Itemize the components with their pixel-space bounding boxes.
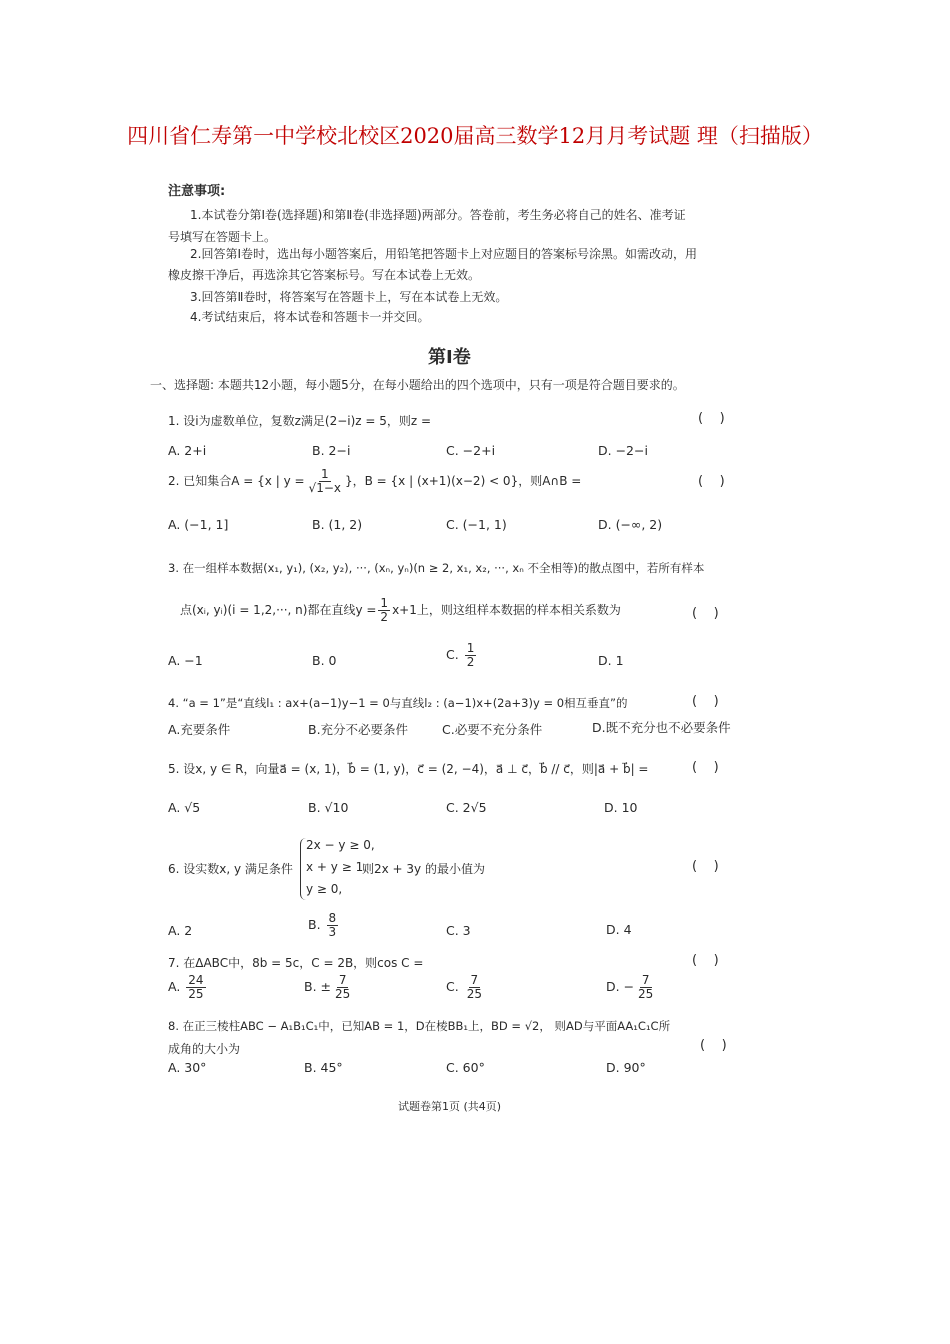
q5-answer-paren: ( )	[692, 760, 719, 775]
q2-option-b: B. (1, 2)	[312, 517, 363, 532]
q6-option-a: A. 2	[168, 923, 193, 938]
q8-option-b: B. 45°	[304, 1060, 343, 1075]
q6-condition-1: 2x − y ≥ 0,	[306, 838, 375, 852]
q7-option-c-fraction	[465, 974, 484, 1001]
q6-option-b-label: B.	[308, 917, 321, 932]
q3-option-c-numerator: 1	[466, 641, 475, 655]
q3-option-d: D. 1	[598, 653, 624, 668]
q7-option-d	[606, 974, 657, 1001]
section-title: 第Ⅰ卷	[428, 347, 471, 368]
q4-answer-paren: ( )	[692, 694, 719, 709]
q7-option-a-numerator: 24	[188, 973, 204, 987]
q7-option-d-label: D. −	[606, 979, 635, 994]
q5-stem: 5. 设x, y ∈ R，向量a⃗ = (x, 1)，b⃗ = (1, y)，c⃗ = (2, −4)，a⃗ ⊥ c⃗，b⃗ // c⃗，则|a⃗ + b⃗| =	[168, 762, 649, 776]
q6-stem-b: 则2x + 3y 的最小值为	[362, 862, 485, 876]
q5-option-c: C. 2√5	[446, 800, 487, 815]
q4-option-c: C.必要不充分条件	[442, 722, 543, 737]
q1-option-a: A. 2+i	[168, 443, 207, 458]
q7-option-d-numerator: 7	[641, 973, 650, 987]
q7-option-c-denominator: 25	[466, 987, 482, 1001]
notice-heading: 注意事项:	[168, 184, 226, 199]
q3-option-c-fraction	[465, 642, 477, 669]
notice-line-4: 橡皮擦干净后，再选涂其它答案标号。写在本试卷上无效。	[168, 268, 481, 282]
q7-answer-paren: ( )	[692, 953, 719, 968]
q3-stem-line-1: 3. 在一组样本数据(x₁, y₁), (x₂, y₂), ···, (xₙ, yₙ)(n ≥ 2, x₁, x₂, ···, xₙ 不全相等)的散点图中，若所有样本	[168, 561, 705, 575]
q7-option-a	[168, 974, 208, 1001]
q3-fraction	[378, 597, 390, 624]
q8-option-d: D. 90°	[606, 1060, 646, 1075]
q7-option-a-fraction	[186, 974, 205, 1001]
q8-stem-line-2: 成角的大小为	[168, 1042, 241, 1056]
q7-option-b-label: B. ±	[304, 979, 331, 994]
q7-option-c-label: C.	[446, 979, 459, 994]
q7-option-d-denominator: 25	[638, 987, 654, 1001]
q1-option-c: C. −2+i	[446, 443, 496, 458]
notice-line-2: 号填写在答题卡上。	[168, 230, 277, 244]
q3-stem-line-2	[180, 597, 621, 624]
notice-line-6: 4.考试结束后，将本试卷和答题卡一并交回。	[190, 310, 430, 324]
q1-option-d: D. −2−i	[598, 443, 648, 458]
q2-option-d: D. (−∞, 2)	[598, 517, 663, 532]
q4-option-b: B.充分不必要条件	[308, 722, 409, 737]
q8-option-a: A. 30°	[168, 1060, 207, 1075]
q6-option-c: C. 3	[446, 923, 471, 938]
q7-option-a-label: A.	[168, 979, 181, 994]
q4-option-a: A.充要条件	[168, 722, 231, 737]
q6-stem-a: 6. 设实数x, y 满足条件	[168, 862, 293, 876]
q7-option-c-numerator: 7	[470, 973, 479, 987]
q2-stem-b: }，B = {x | (x+1)(x−2) < 0}，则A∩B =	[344, 474, 582, 488]
q6-option-b	[308, 912, 340, 939]
q6-answer-paren: ( )	[692, 859, 719, 874]
q3-stem-2b: x+1上，则这组样本数据的样本相关系数为	[392, 603, 621, 617]
q5-option-d: D. 10	[604, 800, 638, 815]
q6-condition-2: x + y ≥ 1,	[306, 860, 368, 874]
scanned-exam-page	[140, 170, 760, 1120]
notice-line-3: 2.回答第Ⅰ卷时，选出每小题答案后，用铅笔把答题卡上对应题目的答案标号涂黑。如需改动，用	[190, 247, 697, 261]
q1-option-b: B. 2−i	[312, 443, 351, 458]
q6-option-b-denominator: 3	[328, 925, 337, 939]
q6-option-b-fraction	[327, 912, 339, 939]
q1-stem: 1. 设i为虚数单位，复数z满足(2−i)z = 5，则z =	[168, 414, 432, 428]
q3-option-c	[446, 642, 478, 669]
q7-option-b-fraction	[333, 974, 352, 1001]
q7-option-d-fraction	[636, 974, 655, 1001]
q8-answer-paren: ( )	[700, 1038, 727, 1053]
q3-option-c-denominator: 2	[466, 655, 475, 669]
q3-option-a: A. −1	[168, 653, 203, 668]
q7-option-c	[446, 974, 486, 1001]
q6-condition-3: y ≥ 0,	[306, 882, 343, 896]
q4-stem: 4. “a = 1”是“直线l₁ : ax+(a−1)y−1 = 0与直线l₂ : (a−1)x+(2a+3)y = 0相互垂直”的	[168, 696, 628, 710]
notice-line-5: 3.回答第Ⅱ卷时，将答案写在答题卡上，写在本试卷上无效。	[190, 290, 508, 304]
q5-option-a: A. √5	[168, 800, 201, 815]
q7-option-b-denominator: 25	[335, 987, 351, 1001]
q2-answer-paren: ( )	[698, 474, 725, 489]
notice-line-1: 1.本试卷分第Ⅰ卷(选择题)和第Ⅱ卷(非选择题)两部分。答卷前，考生务必将自己的姓名、准考证	[190, 208, 686, 222]
q7-stem: 7. 在ΔABC中，8b = 5c，C = 2B，则cos C =	[168, 956, 424, 970]
q3-fraction-denominator: 2	[380, 610, 389, 624]
q4-option-d: D.既不充分也不必要条件	[592, 720, 731, 735]
document-title: 四川省仁寿第一中学校北校区2020届高三数学12月月考试题 理（扫描版）	[127, 124, 823, 148]
section-intro: 一、选择题: 本题共12小题，每小题5分，在每小题给出的四个选项中，只有一项是符合题目要求的。	[150, 378, 685, 392]
q1-answer-paren: ( )	[698, 411, 725, 426]
q2-stem-a: 2. 已知集合A = {x | y =	[168, 474, 305, 488]
q2-fraction	[307, 468, 343, 495]
q8-option-c: C. 60°	[446, 1060, 485, 1075]
q6-option-d: D. 4	[606, 922, 632, 937]
q7-option-b	[304, 974, 354, 1001]
q2-fraction-numerator: 1	[320, 467, 329, 481]
q2-fraction-denominator: √1−x	[308, 481, 341, 495]
q3-answer-paren: ( )	[692, 606, 719, 621]
q3-option-b: B. 0	[312, 653, 337, 668]
q2-option-a: A. (−1, 1]	[168, 517, 229, 532]
q3-fraction-numerator: 1	[380, 596, 389, 610]
q7-option-a-denominator: 25	[188, 987, 204, 1001]
q7-option-b-numerator: 7	[338, 973, 347, 987]
q2-option-c: C. (−1, 1)	[446, 517, 507, 532]
q2-stem	[168, 468, 581, 495]
q5-option-b: B. √10	[308, 800, 349, 815]
q3-option-c-label: C.	[446, 647, 459, 662]
q3-stem-2a: 点(xᵢ, yᵢ)(i = 1,2,···, n)都在直线y =	[180, 603, 377, 617]
page-footer: 试题卷第1页 (共4页)	[398, 1100, 502, 1113]
q8-stem-line-1: 8. 在正三棱柱ABC − A₁B₁C₁中，已知AB = 1，D在棱BB₁上，BD = √2， 则AD与平面AA₁C₁C所	[168, 1019, 671, 1033]
q6-option-b-numerator: 8	[328, 911, 337, 925]
